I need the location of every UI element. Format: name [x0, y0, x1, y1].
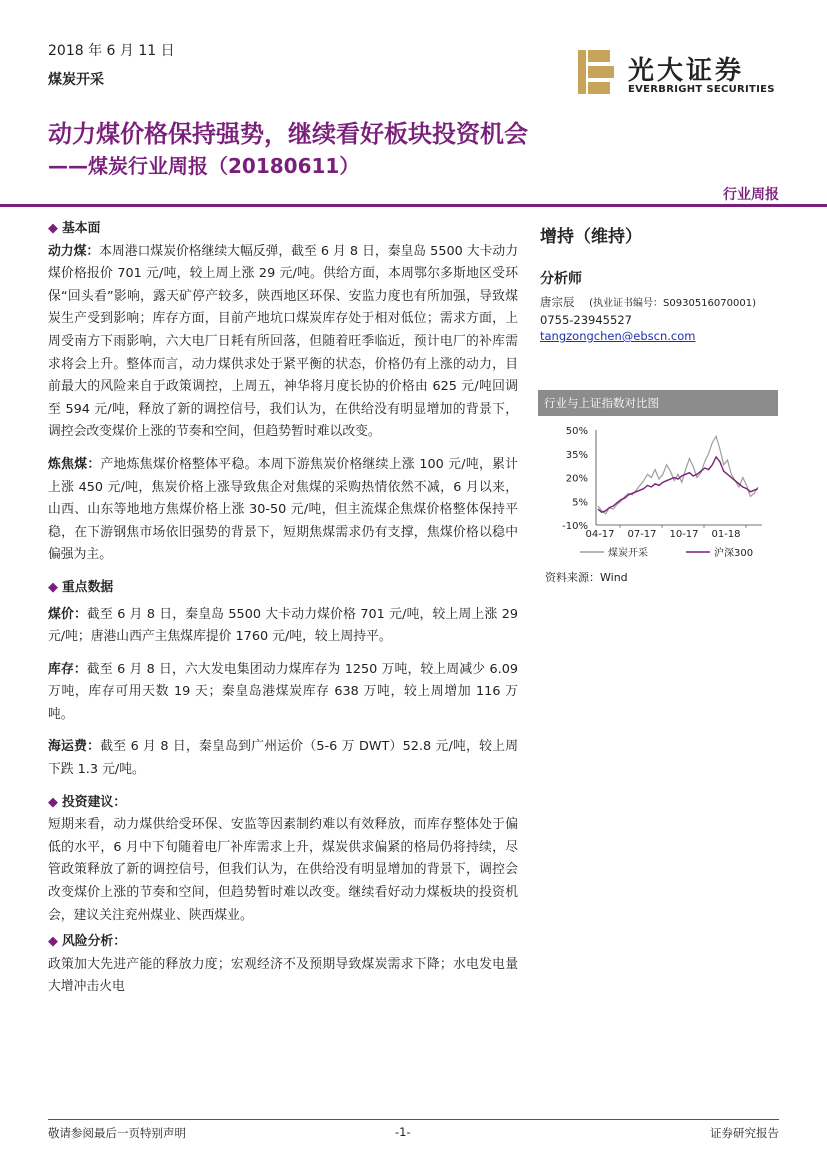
y-tick-label: 5% [572, 497, 588, 509]
y-tick-label: 50% [565, 426, 588, 437]
footer-disclaimer: 敬请参阅最后一页特别声明 [48, 1126, 186, 1140]
series-line-coal [598, 436, 758, 514]
chart-title: 行业与上证指数对比图 [538, 390, 778, 416]
sector-label: 煤炭开采 [48, 72, 104, 88]
freight-label: 海运费： [48, 739, 101, 755]
section-key-data [48, 577, 518, 600]
logo-en: EVERBRIGHT SECURITIES [628, 84, 775, 95]
y-tick-label: -10% [562, 521, 588, 532]
main-content [48, 218, 518, 999]
section-heading: 投资建议： [62, 794, 126, 810]
coking-paragraph [48, 454, 518, 567]
sidebar [540, 222, 780, 247]
price-text: 截至 6 月 8 日，秦皇岛 5500 大卡动力煤价格 701 元/吨，较上周上涨 29 元/吨；唐港山西产主焦煤库提价 1760 元/吨，较上周持平。 [48, 606, 519, 645]
analyst-cert: (执业证书编号：S0930516070001) [589, 298, 756, 309]
price-paragraph [48, 604, 518, 649]
everbright-logo-icon [578, 50, 622, 94]
analyst-email[interactable]: tangzongchen@ebscn.com [540, 329, 696, 343]
section-heading: 基本面 [62, 221, 101, 236]
section-risk [48, 931, 518, 954]
diamond-icon: ◆ [48, 794, 58, 810]
section-advice [48, 792, 518, 815]
thermal-label: 动力煤： [48, 243, 100, 259]
section-heading: 风险分析： [62, 934, 126, 950]
y-tick-label: 35% [565, 449, 588, 461]
x-tick-label: 01-18 [711, 529, 741, 540]
footer-report-type: 证券研究报告 [710, 1126, 779, 1140]
legend-label-hs300: 沪深300 [714, 548, 754, 559]
footer-rule [48, 1119, 779, 1120]
coking-text: 产地炼焦煤价格整体平稳。本周下游焦炭价格继续上涨 100 元/吨，累计上涨 450 元/吨，焦炭价格上涨导致焦企对焦煤的采购热情依然不减，6 月以来，山西、山东等地地方焦煤价格上涨 30-50 元/吨，但主流煤企焦煤价格整体保持平稳，在下游钢焦市场依旧强势的背景下，短期焦煤需求仍有支撑，焦煤价格以稳中偏强为主。 [48, 456, 519, 563]
x-tick-label: 07-17 [627, 529, 657, 540]
header-rule [0, 204, 827, 207]
page-number: -1- [395, 1125, 411, 1139]
analyst-title: 分析师 [540, 271, 582, 287]
report-date: 2018 年 6 月 11 日 [48, 43, 175, 59]
stock-paragraph [48, 659, 518, 727]
diamond-icon: ◆ [48, 934, 58, 950]
diamond-icon: ◆ [48, 579, 58, 595]
rating: 增持（维持） [540, 227, 642, 247]
risk-text: 政策加大先进产能的释放力度；宏观经济不及预期导致煤炭需求下降；水电发电量大增冲击火电 [48, 956, 518, 995]
stock-label: 库存： [48, 661, 87, 677]
y-tick-label: 20% [565, 473, 588, 485]
section-heading: 重点数据 [62, 579, 114, 595]
logo-cn: 光大证券 [628, 56, 745, 86]
analyst-phone: 0755-23945527 [540, 313, 632, 327]
coking-label: 炼焦煤： [48, 456, 101, 472]
advice-text: 短期来看，动力煤供给受环保、安监等因素制约难以有效释放，而库存整体处于偏低的水平，6 月中下旬随着电厂补库需求上升，煤炭供求偏紧的格局仍将持续，尽管政策释放了新的调控信号，但我们认为，在供给没有明显增加的背景下，调控会改变煤价上涨的节奏和空间，但趋势暂时难以改变。继续看好动力煤板块的投资机会，建议关注兖州煤业、陕西煤业。 [48, 817, 518, 923]
price-label: 煤价： [48, 606, 87, 622]
diamond-icon: ◆ [48, 221, 58, 236]
x-tick-label: 04-17 [585, 529, 615, 540]
report-title: 动力煤价格保持强势，继续看好板块投资机会 [48, 120, 528, 148]
comparison-chart [538, 418, 778, 568]
doc-type: 行业周报 [723, 187, 779, 203]
thermal-text: 本周港口煤炭价格继续大幅反弹，截至 6 月 8 日，秦皇岛 5500 大卡动力煤价格报价 701 元/吨，较上周上涨 29 元/吨。供给方面，本周鄂尔多斯地区受环保“回头看”影响，露天矿停产较多，陕西地区环保、安监力度也有所加强，导致煤炭生产受到影响；库存方面，目前产地坑口煤炭库存处于相对低位；需求方面，上周受南方下雨影响，六大电厂日耗有所回落，但随着旺季临近，预计电厂的补库需求将会上升。整体而言，动力煤供求处于紧平衡的状态，价格仍有上涨的动力，目前最大的风险来自于政策调控，上周五，神华将月度长协的价格由 625 元/吨回调至 594 元/吨，释放了新的调控信号，我们认为，在供给没有明显增加的背景下，调控会改变煤价上涨的节奏和空间，但趋势暂时难以改变。 [48, 243, 519, 440]
report-subtitle: ——煤炭行业周报（20180611） [48, 154, 360, 178]
freight-paragraph [48, 736, 518, 781]
thermal-paragraph [48, 241, 518, 444]
stock-text: 截至 6 月 8 日，六大发电集团动力煤库存为 1250 万吨，较上周减少 6.09 万吨，库存可用天数 19 天；秦皇岛港煤炭库存 638 万吨，较上周增加 116 万吨。 [48, 661, 519, 722]
section-fundamentals [48, 218, 518, 241]
chart-source: 资料来源：Wind [545, 571, 628, 584]
analyst-info [540, 294, 756, 344]
analyst-name: 唐宗辰 [540, 295, 575, 309]
x-tick-label: 10-17 [669, 529, 699, 540]
legend-label-coal: 煤炭开采 [608, 548, 648, 559]
freight-text: 截至 6 月 8 日，秦皇岛到广州运价（5-6 万 DWT）52.8 元/吨，较上周下跌 1.3 元/吨。 [48, 739, 518, 778]
series-line-hs300 [598, 457, 758, 512]
